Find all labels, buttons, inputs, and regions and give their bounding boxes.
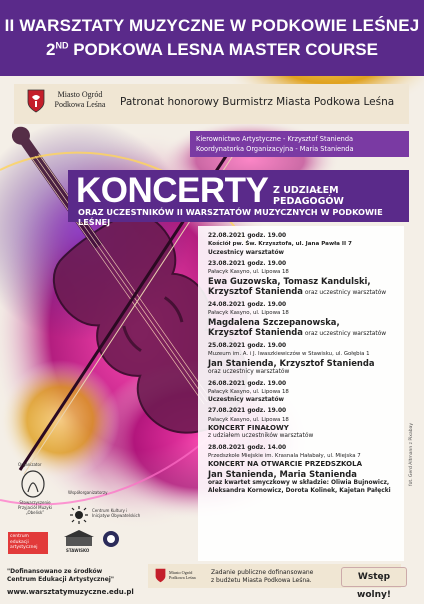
artistic-direction-box — [190, 131, 409, 157]
event-item — [208, 232, 394, 257]
concerts-subtitle-1: Z UDZIAŁEM PEDAGOGÓW — [273, 185, 344, 207]
patronage-banner — [14, 84, 409, 124]
event-performers: Krzysztof Stanienda — [208, 327, 303, 338]
event-place: Kościół pw. Św. Krzysztofa, ul. Jana Pawła II 7 — [208, 241, 352, 248]
city-logo-text: Miasto Ogród Podkowa Leśna — [54, 90, 106, 109]
event-item — [208, 342, 394, 377]
event-date: 25.08.2021 godz. 19.00 — [208, 342, 287, 349]
sun-logo-icon — [70, 506, 88, 524]
header-banner — [0, 0, 424, 76]
event-performers: Magdalena Szczepanowska, — [208, 317, 340, 328]
concerts-title: KONCERTY — [76, 171, 269, 210]
event-item — [208, 260, 394, 298]
event-performers: Jan Stanienda, Maria Stanienda — [208, 468, 357, 479]
free-entry-badge: Wstęp wolny! — [341, 567, 407, 587]
event-item — [208, 380, 394, 405]
event-date: 26.08.2021 godz. 19.00 — [208, 380, 287, 387]
footer-funding-text: Zadanie publiczne dofinansowane z budżetu Miasta Podkowa Leśna. — [211, 569, 314, 584]
event-item — [208, 301, 394, 339]
circular-emblem-icon — [102, 530, 120, 548]
header-title-line1: II WARSZTATY MUZYCZNE W PODKOWIE LEŚNEJ — [4, 16, 420, 35]
concerts-title-banner — [68, 170, 409, 227]
stawisko-logo-text: STAWISKO — [66, 548, 90, 553]
stawisko-building-icon — [64, 530, 94, 546]
website-link[interactable]: www.warsztatymuzyczne.edu.pl — [7, 588, 134, 596]
event-desc: oraz uczestnicy warsztatów — [302, 331, 387, 338]
city-crest-small-icon — [155, 568, 166, 583]
patronage-text: Patronat honorowy Burmistrz Miasta Podkowa Leśna — [120, 96, 395, 108]
event-place: Muzeum im. A. i J. Iwaszkiewiczów w Stawisku, ul. Gołębia 1 — [208, 350, 370, 357]
funding-note: "Dofinansowano ze środków Centrum Edukacji Artystycznej" — [7, 568, 114, 583]
event-desc: oraz uczestnicy warsztatów — [208, 369, 290, 376]
organizer-label: Organizator — [18, 462, 42, 467]
event-desc: Aleksandra Kornowicz, Dorota Kolinek, Kajetan Pałęcki — [208, 487, 391, 494]
event-place: Pałacyk Kasyno, ul. Lipowa 18 — [208, 310, 289, 317]
event-title: KONCERT NA OTWARCIE PRZEDSZKOLA — [208, 460, 362, 469]
event-place: Przedszkole Miejskie im. Krasnala Hałabały, ul. Miejska 7 — [208, 452, 361, 459]
organizational-coordinator: Koordynatorka Organizacyjna - Maria Stanienda — [196, 145, 354, 153]
cea-logo: centrum edukacji artystycznej — [8, 532, 48, 554]
city-crest-icon — [27, 89, 45, 113]
event-item — [208, 444, 394, 495]
event-date: 22.08.2021 godz. 19.00 — [208, 233, 287, 239]
event-date: 24.08.2021 godz. 19.00 — [208, 301, 287, 308]
concert-schedule — [198, 226, 404, 561]
event-desc: z udziałem uczestników warsztatów — [208, 433, 314, 440]
event-performers: Ewa Guzowska, Tomasz Kandulski, — [208, 276, 371, 287]
event-title: KONCERT FINAŁOWY — [208, 424, 289, 433]
photo-credit: fot. Gerd Altmann z Pixabay — [409, 423, 414, 487]
event-date: 23.08.2021 godz. 19.00 — [208, 260, 287, 267]
event-desc: oraz kwartet smyczkowy w składzie: Oliwia Bujnowicz, — [208, 479, 390, 486]
artistic-director: Kierownictwo Artystyczne - Krzysztof Stanienda — [196, 135, 354, 143]
event-performers: Krzysztof Stanienda — [208, 286, 303, 297]
event-desc: Uczestnicy warsztatów — [208, 249, 284, 256]
partners-label: Współorganizatorzy — [68, 490, 108, 495]
obelisk-logo-icon — [20, 470, 46, 498]
concerts-subtitle-2: ORAZ UCZESTNIKÓW II WARSZTATÓW MUZYCZNYCH W PODKOWIE LEŚNEJ — [78, 207, 383, 227]
event-performers: Jan Stanienda, Krzysztof Stanienda — [208, 358, 375, 369]
event-date: 27.08.2021 godz. 19.00 — [208, 408, 287, 415]
event-desc: Uczestnicy warsztatów — [208, 397, 284, 404]
cultural-center-logo-text: Centrum Kultury i Inicjatyw Obywatelskich — [92, 508, 141, 518]
event-place: Pałacyk Kasyno, ul. Lipowa 18 — [208, 416, 289, 423]
event-place: Pałacyk Kasyno, ul. Lipowa 18 — [208, 388, 289, 395]
event-desc: oraz uczestnicy warsztatów — [302, 290, 387, 297]
header-title-line2: 2ND PODKOWA LESNA MASTER COURSE — [46, 40, 378, 59]
event-date: 28.08.2021 godz. 14.00 — [208, 444, 287, 451]
event-item — [208, 407, 394, 440]
association-name: Stowarzyszenie Przyjaciół Muzyki „Obelisk” — [17, 500, 53, 515]
city-logo-small-text: Miasto Ogród Podkowa Leśna — [169, 570, 196, 580]
event-place: Pałacyk Kasyno, ul. Lipowa 18 — [208, 269, 289, 276]
